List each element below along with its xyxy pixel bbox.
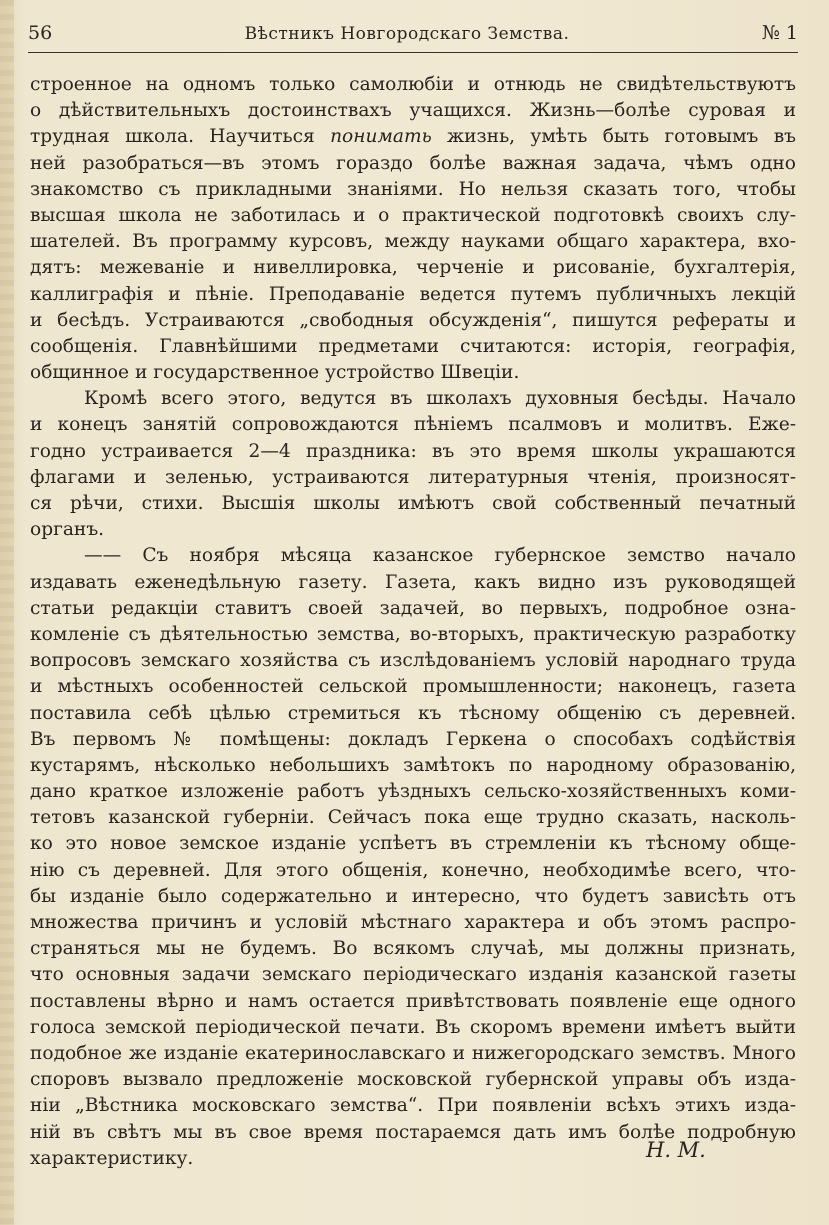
header-rule (28, 52, 798, 53)
text-line: флагами и зеленью, устраиваются литературныя чтенія, произносят- (30, 466, 796, 488)
text-line: дятъ: межеваніе и нивеллировка, черченіе и рисованіе, бухгалтерія, (30, 257, 796, 279)
text-line: тетовъ казанской губерніи. Сейчасъ пока еще трудно сказать, насколь- (30, 807, 796, 829)
text-line: годно устраивается 2—4 праздника: въ это время школы украшаются (30, 440, 796, 462)
text-line: органъ. (30, 519, 105, 541)
text-line: кустарямъ, нѣсколько небольшихъ замѣтокъ по народному образованію, (30, 754, 796, 776)
text-line: общинное и государственное устройство Швеціи. (30, 362, 520, 384)
text-line: бы изданіе было содержательно и интересно, что будетъ зависѣть отъ (30, 885, 796, 907)
issue-number: № 1 (761, 22, 798, 44)
text-line: что основныя задачи земскаго періодическаго изданія казанской газеты (30, 964, 796, 986)
text-line: издавать еженедѣльную газету. Газета, какъ видно изъ руководящей (30, 571, 796, 593)
text-line: ко это новое земское изданіе успѣетъ въ стремленіи къ тѣсному обще- (30, 833, 796, 855)
text-line: ся рѣчи, стихи. Высшія школы имѣютъ свой собственный печатный (30, 493, 796, 514)
text-line: и бесѣдъ. Устраиваются „свободныя обсужденія“, пишутся рефераты и (30, 309, 796, 331)
text-line: голоса земской періодической печати. Въ скоромъ времени имѣетъ выйти (30, 1016, 796, 1038)
text-line: поставлены вѣрно и намъ остается привѣтствовать появленіе еще одного (30, 990, 796, 1012)
text-line: характеристику. (30, 1147, 194, 1169)
page-binding-edge (0, 0, 14, 1225)
text-line: Въ первомъ № помѣщены: докладъ Геркена о способахъ содѣйствія (30, 728, 796, 750)
text-line: комленіе съ дѣятельностью земства, во-вторыхъ, практическую разработку (30, 623, 796, 645)
paragraph (30, 386, 796, 543)
text-line: ней разобраться—въ этомъ гораздо болѣе важная задача, чѣмъ одно (30, 152, 796, 174)
text-line: знакомство съ прикладными знаніями. Но нельзя сказать того, чтобы (30, 178, 796, 200)
text-line: нію съ деревней. Для этого общенія, конечно, необходимѣе всего, что- (30, 859, 796, 881)
text-line: множества причинъ и условій мѣстнаго характера и объ этомъ распро- (30, 912, 796, 933)
text-line: страняться мы не будемъ. Во всякомъ случаѣ, мы должны признать, (30, 938, 796, 960)
text-line: дано краткое изложеніе работъ уѣздныхъ сельско-хозяйственныхъ коми- (30, 781, 796, 803)
text-line: ній въ свѣтъ мы въ свое время постараемся дать имъ болѣе подробную (30, 1121, 796, 1143)
text-line: ніи „Вѣстника московскаго земства“. При появленіи всѣхъ этихъ изда- (30, 1095, 796, 1117)
text-line: подобное же изданіе екатеринославскаго и нижегородскаго земствъ. Много (30, 1042, 796, 1064)
paragraph (30, 72, 796, 386)
text-line: о дѣйствительныхъ достоинствахъ учащихся. Жизнь—болѣе суровая и (30, 100, 796, 122)
text-line: трудная школа. Научиться понимать жизнь, умѣть быть готовымъ въ (30, 126, 796, 148)
text-line: и конецъ занятій сопровождаются пѣніемъ псалмовъ и молитвъ. Еже- (30, 414, 796, 436)
text-line: Кромѣ всего этого, ведутся въ школахъ духовныя бесѣды. Начало (84, 388, 796, 410)
running-header (28, 22, 798, 48)
text-line: строенное на одномъ только самолюбіи и отнюдь не свидѣтельствуютъ (30, 74, 796, 95)
text-line: и мѣстныхъ особенностей сельской промышленности; наконецъ, газета (30, 676, 796, 698)
text-line: высшая школа не заботилась и о практической подготовкѣ своихъ слу- (30, 204, 796, 226)
emphasized-word: понимать (330, 126, 432, 148)
text-line: поставила себѣ цѣлью стремиться къ тѣсному общенію съ деревней. (30, 702, 796, 724)
text-line: статьи редакціи ставитъ своей задачей, во первыхъ, подробное озна- (30, 597, 796, 619)
running-title: Вѣстникъ Новгородскаго Земства. (244, 24, 570, 44)
text-line: сообщенія. Главнѣйшими предметами считаются: исторія, географія, (30, 335, 796, 357)
article-body (30, 72, 796, 1172)
text-line: —— Съ ноября мѣсяца казанское губернское земство начало (84, 545, 796, 567)
page-number: 56 (28, 22, 53, 44)
text-line: шателей. Въ программу курсовъ, между науками общаго характера, вхо- (30, 231, 796, 253)
text-line: вопросовъ земскаго хозяйства съ изслѣдованіемъ условій народнаго труда (30, 650, 796, 672)
text-line: каллиграфія и пѣніе. Преподаваніе ведется путемъ публичныхъ лекцій (30, 283, 796, 305)
author-signature: Н. М. (646, 1138, 706, 1162)
text-line: споровъ вызвало предложеніе московской губернской управы объ изда- (30, 1069, 796, 1091)
paragraph (30, 543, 796, 1172)
